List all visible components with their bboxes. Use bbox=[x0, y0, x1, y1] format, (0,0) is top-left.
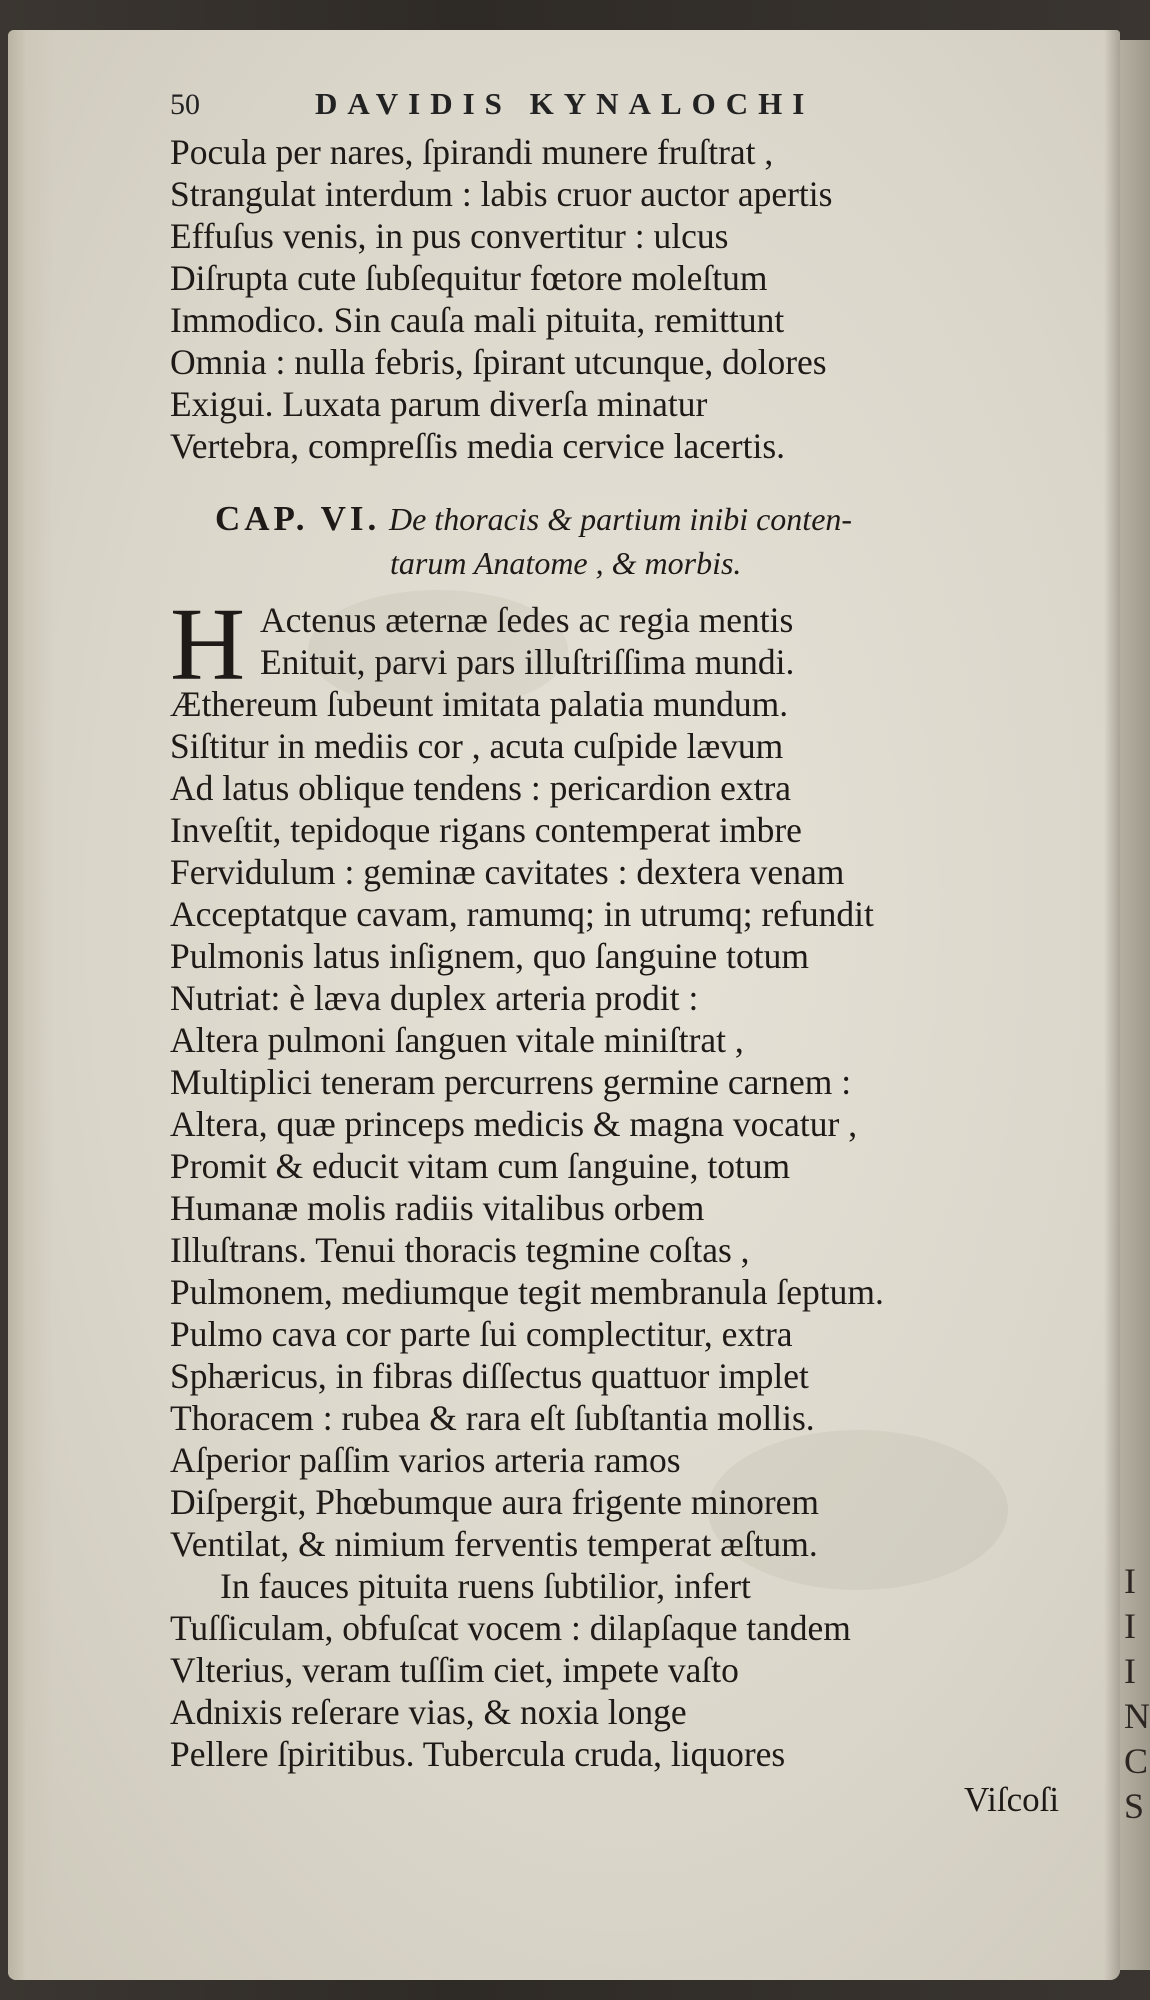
verse-line: Pulmonis latus inſignem, quo ſanguine totum bbox=[170, 936, 809, 976]
verse-line: Nutriat: è læva duplex arteria prodit : bbox=[170, 978, 699, 1018]
verse-line: Siſtitur in mediis cor , acuta cuſpide lævum bbox=[170, 726, 784, 766]
verse-line: Acceptatque cavam, ramumq; in utrumq; refundit bbox=[170, 894, 874, 934]
verse-line: Vertebra, compreſſis media cervice lacertis. bbox=[170, 426, 786, 466]
verse-line: Diſrupta cute ſubſequitur fœtore moleſtum bbox=[170, 258, 768, 298]
verse-line: Altera, quæ princeps medicis & magna vocatur , bbox=[170, 1104, 858, 1144]
page-header bbox=[170, 86, 1070, 130]
verse-line: Promit & educit vitam cum ſanguine, totum bbox=[170, 1146, 791, 1186]
facing-page-fragment: I bbox=[1124, 1606, 1136, 1646]
verse-line: Ventilat, & nimium ferventis temperat æſtum. bbox=[170, 1524, 818, 1564]
verse-line: Æthereum ſubeunt imitata palatia mundum. bbox=[170, 684, 789, 724]
facing-page-fragment: S bbox=[1124, 1786, 1145, 1826]
verse-line: Sphæricus, in fibras diſſectus quattuor implet bbox=[170, 1356, 809, 1396]
verse-line: Altera pulmoni ſanguen vitale miniſtrat , bbox=[170, 1020, 744, 1060]
verse-line: Immodico. Sin cauſa mali pituita, remittunt bbox=[170, 300, 785, 340]
drop-cap: H bbox=[170, 587, 246, 702]
catchword: Viſcoſi bbox=[964, 1780, 1060, 1819]
verse-line: Aſperior paſſim varios arteria ramos bbox=[170, 1440, 681, 1480]
verse-line: Omnia : nulla febris, ſpirant utcunque, dolores bbox=[170, 342, 827, 382]
verse-line: In fauces pituita ruens ſubtilior, infert bbox=[220, 1566, 751, 1606]
page-fore-edge bbox=[1104, 30, 1120, 1980]
verse-line: Adnixis reſerare vias, & noxia longe bbox=[170, 1692, 687, 1732]
verse-line: Fervidulum : geminæ cavitates : dextera venam bbox=[170, 852, 845, 892]
verse-line: Diſpergit, Phœbumque aura frigente minorem bbox=[170, 1482, 820, 1522]
verse-line: Tuſſiculam, obfuſcat vocem : dilapſaque tandem bbox=[170, 1608, 851, 1648]
facing-page-edge bbox=[1118, 40, 1150, 1970]
page-number: 50 bbox=[170, 88, 200, 121]
verse-line: Effuſus venis, in pus convertitur : ulcus bbox=[170, 216, 729, 256]
verse-line: Humanæ molis radiis vitalibus orbem bbox=[170, 1188, 705, 1228]
chapter-label: CAP. VI. bbox=[215, 499, 381, 538]
facing-page-fragment: C bbox=[1124, 1741, 1149, 1781]
verse-line: Vlterius, veram tuſſim ciet, impete vaſto bbox=[170, 1650, 739, 1690]
verse-line: Pocula per nares, ſpirandi munere fruſtrat , bbox=[170, 132, 774, 172]
chapter-title-line-2: tarum Anatome , & morbis. bbox=[390, 545, 742, 581]
verse-line: Pellere ſpiritibus. Tubercula cruda, liquores bbox=[170, 1734, 786, 1774]
verse-line: Strangulat interdum : labis cruor auctor apertis bbox=[170, 174, 833, 214]
verse-line: Enituit, parvi pars illuſtriſſima mundi. bbox=[260, 642, 795, 682]
verse-line: Thoracem : rubea & rara eſt ſubſtantia mollis. bbox=[170, 1398, 815, 1438]
verse-line: Ad latus oblique tendens : pericardion extra bbox=[170, 768, 792, 808]
verse-line: Illuſtrans. Tenui thoracis tegmine coſtas , bbox=[170, 1230, 750, 1270]
verse-line: Pulmonem, mediumque tegit membranula ſeptum. bbox=[170, 1272, 884, 1312]
verse-line: Multiplici teneram percurrens germine carnem : bbox=[170, 1062, 852, 1102]
page-gutter bbox=[8, 30, 54, 1980]
running-head: DAVIDIS KYNALOCHI bbox=[315, 86, 815, 121]
facing-page-fragment: I bbox=[1124, 1651, 1136, 1691]
verse-line: Pulmo cava cor parte ſui complectitur, extra bbox=[170, 1314, 793, 1354]
facing-page-fragment: N bbox=[1124, 1696, 1150, 1736]
chapter-title-line-1: De thoracis & partium inibi conten- bbox=[388, 501, 853, 537]
facing-page-fragment: I bbox=[1124, 1561, 1136, 1601]
verse-line: Inveſtit, tepidoque rigans contemperat imbre bbox=[170, 810, 802, 850]
verse-line: Actenus æternæ ſedes ac regia mentis bbox=[260, 600, 794, 640]
verse-line: Exigui. Luxata parum diverſa minatur bbox=[170, 384, 708, 424]
